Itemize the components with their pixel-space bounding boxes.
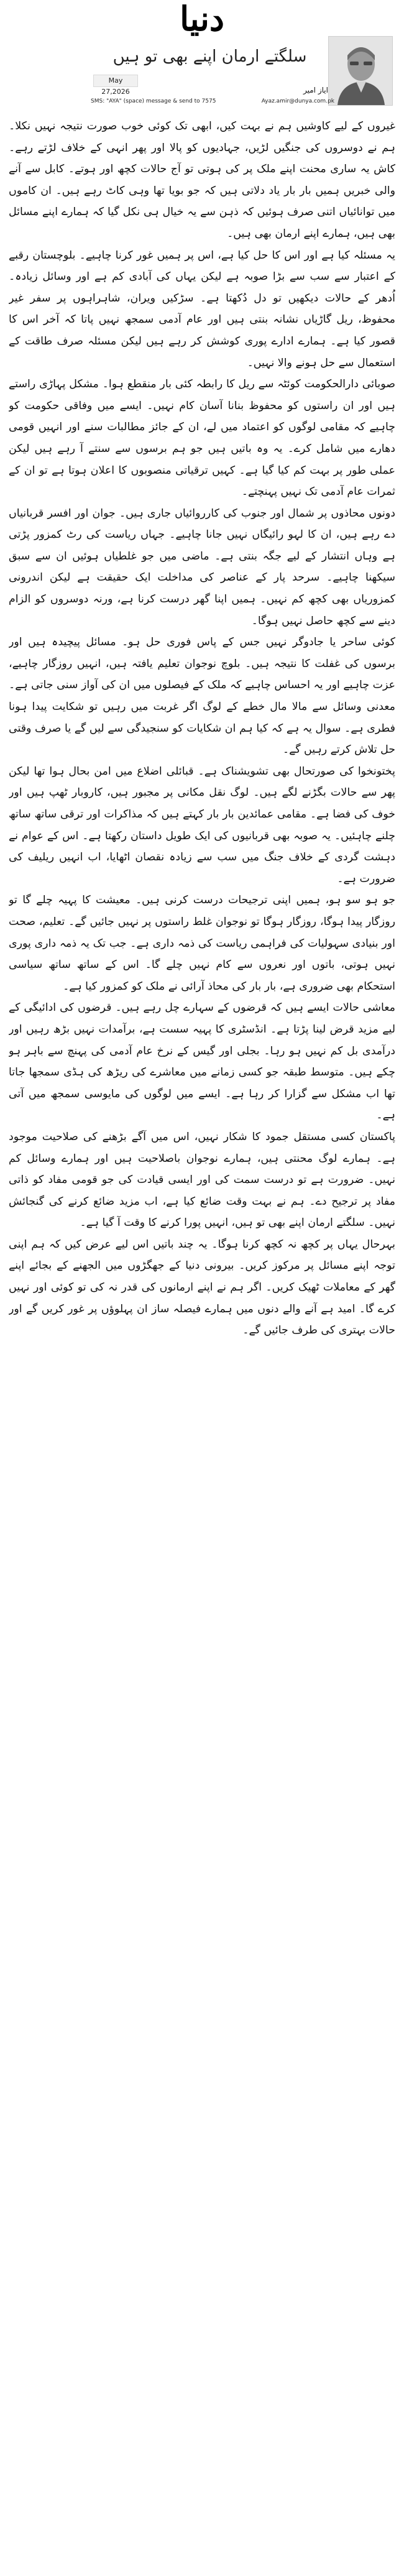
article-paragraph: بہرحال یہاں پر کچھ نہ کچھ کرنا ہوگا۔ یہ چند باتیں اس لیے عرض کیں کہ ہم اپنی توجہ اپنے مسائل پر مرکوز کریں۔ بیرونی دنیا کے جھگڑوں میں الجھنے کے بجائے اپنے گھر کے معاملات ٹھیک کریں۔ اگر ہم نے اپنے ارمانوں کی قدر نہ کی تو کوئی اور نہیں کرے گا۔ امید ہے آنے والے دنوں میں ہمارے فیصلہ ساز ان پہلوؤں پر غور کریں گے اور حالات بہتری کی طرف جائیں گے۔ [9, 1238, 395, 1337]
article-body [9, 116, 395, 2571]
column-title: سلگتے ارمان اپنے بھی تو ہیں [112, 47, 307, 66]
article-paragraph: پختونخوا کی صورتحال بھی تشویشناک ہے۔ قبائلی اضلاع میں امن بحال ہوا تھا لیکن پھر سے حالات بگڑنے لگے ہیں۔ لوگ نقل مکانی پر مجبور ہیں، کاروبار ٹھپ ہیں اور خوف کی فضا ہے۔ مقامی عمائدین بار بار کہتے ہیں کہ مذاکرات اور ترقی ساتھ ساتھ چلنے چاہئیں۔ یہ صوبہ بھی قربانیوں کی ایک طویل داستان رکھتا ہے۔ اس کے عوام نے دہشت گردی کے خلاف جنگ میں سب سے زیادہ نقصان اٹھایا، اب انہیں ریلیف کی ضرورت ہے۔ [9, 765, 395, 885]
article-paragraph: غیروں کے لیے کاوشیں ہم نے بہت کیں، ابھی تک کوئی خوب صورت نتیجہ نہیں نکلا۔ ہم نے دوسروں کی جنگیں لڑیں، جہادیوں کو پالا اور پھر انہی کے خلاف لڑتے رہے۔ کاش یہ ساری محنت اپنے ملک پر کی ہوتی تو آج حالات کچھ اور ہوتے۔ کابل سے آنے والی خبریں ہمیں بار بار یاد دلاتی ہیں کہ جو بویا تھا وہی کاٹ رہے ہیں۔ ان کاموں میں توانائیاں اتنی صرف ہوئیں کہ ذہن سے یہ خیال ہی نکل گیا کہ ہمارے اپنے مسائل بھی ہیں، ہمارے اپنے ارمان بھی ہیں۔ [9, 120, 395, 240]
article-paragraph: دونوں محاذوں پر شمال اور جنوب کی کارروائیاں جاری ہیں۔ جوان اور افسر قربانیاں دے رہے ہیں، ان کا لہو رائیگاں نہیں جانا چاہیے۔ جہاں ریاست کی رٹ کمزور پڑتی ہے وہاں انتشار کے لیے جگہ بنتی ہے۔ ماضی میں جو غلطیاں ہوئیں ان سے سبق سیکھنا چاہیے۔ سرحد پار کے عناصر کی مداخلت ایک حقیقت ہے لیکن اندرونی کمزوریاں بھی کچھ کم نہیں۔ ہمیں اپنا گھر درست کرنا ہے، ورنہ دوسروں کو الزام دینے سے کچھ حاصل نہیں ہوگا۔ [9, 507, 395, 627]
article-paragraph: جو ہو سو ہو، ہمیں اپنی ترجیحات درست کرنی ہیں۔ معیشت کا پہیہ چلے گا تو روزگار پیدا ہوگا، روزگار ہوگا تو نوجوان غلط راستوں پر نہیں جائیں گے۔ تعلیم، صحت اور بنیادی سہولیات کی فراہمی ریاست کی ذمہ داری ہے۔ جب تک یہ ذمہ داری پوری نہیں ہوتی، باتوں اور نعروں سے کام نہیں چلے گا۔ اس کے ساتھ ساتھ سیاسی استحکام بھی ضروری ہے، بار بار کی محاذ آرائی نے ملک کو کمزور کیا ہے۔ [9, 894, 395, 993]
article-paragraph: کوئی ساحر یا جادوگر نہیں جس کے پاس فوری حل ہو۔ مسائل پیچیدہ ہیں اور برسوں کی غفلت کا نتیجہ ہیں۔ بلوچ نوجوان تعلیم یافتہ ہیں، انہیں روزگار چاہیے، عزت چاہیے اور یہ احساس چاہیے کہ ملک کے فیصلوں میں ان کی آواز سنی جاتی ہے۔ معدنی وسائل سے مالا مال خطے کے لوگ اگر غربت میں رہیں تو شکایت پیدا ہونا فطری ہے۔ سوال یہ ہے کہ کیا ہم ان شکایات کو سنجیدگی سے لیں گے یا صرف وقتی حل تلاش کرتے رہیں گے۔ [9, 636, 395, 757]
article-paragraph: معاشی حالات ایسے ہیں کہ قرضوں کے سہارے چل رہے ہیں۔ قرضوں کی ادائیگی کے لیے مزید قرض لینا پڑتا ہے۔ انڈسٹری کا پہیہ سست ہے، برآمدات نہیں بڑھ رہیں اور درآمدی بل کم نہیں ہو رہا۔ بجلی اور گیس کے نرخ عام آدمی کی پہنچ سے باہر ہو چکے ہیں۔ متوسط طبقہ جو کسی زمانے میں معاشرے کی ریڑھ کی ہڈی سمجھا جاتا تھا اب مشکل سے گزارا کر رہا ہے۔ ایسے میں لوگوں کی مایوسی سمجھ میں آتی ہے۔ [9, 1001, 395, 1122]
article-paragraph: پاکستان کسی مستقل جمود کا شکار نہیں، اس میں آگے بڑھنے کی صلاحیت موجود ہے۔ ہمارے لوگ محنتی ہیں، ہمارے نوجوان باصلاحیت ہیں اور ہمارے وسائل کم نہیں۔ ضرورت ہے تو درست سمت کی اور ایسی قیادت کی جو قومی مفاد کو ذاتی مفاد پر ترجیح دے۔ ہم نے بہت وقت ضائع کیا ہے، اب مزید ضائع کرنے کی گنجائش نہیں۔ سلگتے ارمان اپنے بھی تو ہیں، انہیں پورا کرنے کا وقت آ گیا ہے۔ [9, 1130, 395, 1230]
publish-date: May 27,2026 [93, 75, 138, 87]
article-paragraph: صوبائی دارالحکومت کوئٹہ سے ریل کا رابطہ کئی بار منقطع ہوا۔ مشکل پہاڑی راستے ہیں اور ان راستوں کو محفوظ بنانا آسان کام نہیں۔ ایسے میں وفاقی حکومت کو چاہیے کہ مقامی لوگوں کو اعتماد میں لے، ان کے جائز مطالبات سنے اور انہیں قومی دھارے میں شامل کرے۔ یہ وہ باتیں ہیں جو ہم برسوں سے سنتے آ رہے ہیں لیکن عملی طور پر بہت کم کیا گیا ہے۔ کہیں ترقیاتی منصوبوں کا اعلان ہوتا ہے تو ان کے ثمرات عام آدمی تک نہیں پہنچتے۔ [9, 378, 395, 499]
author-portrait-icon [329, 37, 392, 105]
logo-text: دنیا [180, 0, 224, 39]
masthead [0, 0, 404, 109]
sms-info: SMS: "AYA" (space) message & send to 7575 [91, 98, 216, 104]
dunya-logo [150, 0, 254, 39]
author-email: Ayaz.amir@dunya.com.pk [261, 98, 334, 104]
author-name: ایاز امیر [303, 86, 328, 94]
article-paragraph: یہ مسئلہ کیا ہے اور اس کا حل کیا ہے، اس پر ہمیں غور کرنا چاہیے۔ بلوچستان رقبے کے اعتبار سے سب سے بڑا صوبہ ہے لیکن یہاں کی آبادی کم ہے اور وسائل زیادہ۔ اُدھر کے حالات دیکھیں تو دل دُکھتا ہے۔ سڑکیں ویران، شاہراہوں پر سفر غیر محفوظ، ریل گاڑیاں نشانہ بنتی ہیں اور عام آدمی سمجھ نہیں پاتا کہ آخر اس کا قصور کیا ہے۔ ہمارے ادارے پوری کوشش کر رہے ہیں لیکن مسئلہ صرف طاقت کے استعمال سے حل ہونے والا نہیں۔ [9, 249, 395, 369]
author-photo [328, 36, 393, 106]
